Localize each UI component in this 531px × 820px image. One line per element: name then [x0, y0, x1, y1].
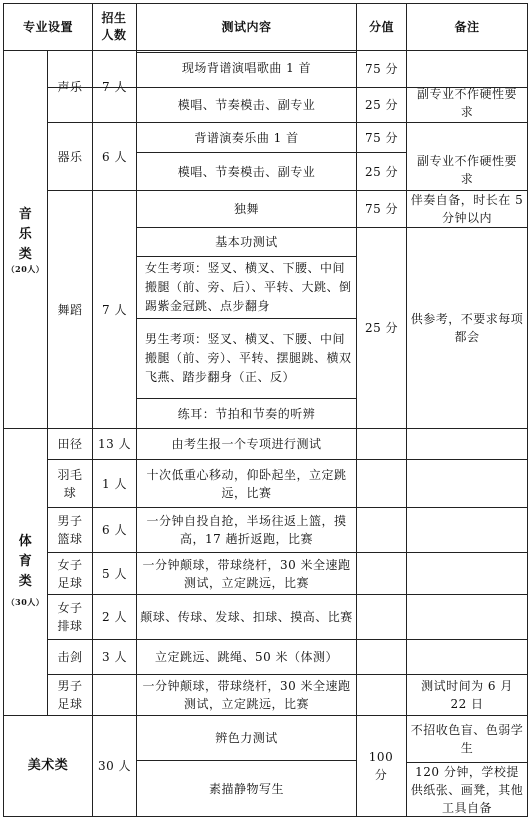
- dance-solo: 独舞: [233, 202, 259, 216]
- sport-name: 男子足球: [57, 679, 83, 711]
- instrument-name: 器乐: [57, 149, 83, 164]
- dance-name: 舞蹈: [57, 302, 83, 317]
- sport-name: 击剑: [57, 650, 83, 664]
- vocal-score-1: 75 分: [364, 62, 399, 76]
- art-item-1: 辨色力测试: [215, 731, 278, 745]
- sport-name: 女子足球: [57, 557, 83, 590]
- dance-female: 女生考项：竖叉、横叉、下腰、中间搬腿（前、旁、后）、平转、大跳、倒踢紫金冠跳、点步翻身: [145, 261, 352, 313]
- sport-quota: 6 人: [102, 523, 127, 537]
- instrument-item-2: 模唱、节奏模击、副专业: [177, 164, 316, 179]
- music-count: （20人）: [6, 264, 45, 274]
- sport-quota: 5 人: [102, 566, 127, 581]
- dance-rest-score: 25 分: [364, 321, 399, 335]
- header-score: 分值: [368, 20, 394, 34]
- sport-content: 由考生报一个专项进行测试: [171, 437, 322, 451]
- music-category-label: 音 乐 类: [18, 207, 33, 262]
- header-quota: 招生人数: [101, 11, 127, 42]
- instrument-score-1: 75 分: [364, 130, 399, 145]
- sport-content: 十次低重心移动，仰卧起坐，立定跳远，比赛: [146, 467, 347, 500]
- sport-content: 立定跳远、跳绳、50 米（体测）: [154, 650, 339, 664]
- dance-solo-note: 伴奏自备，时长在 5 分钟以内: [410, 193, 524, 225]
- instrument-quota: 6 人: [102, 149, 127, 164]
- sport-content: 一分钟颠球，带球绕杆，30 米全速跑测试，立定跳远，比赛: [142, 557, 351, 590]
- sport-name: 田径: [57, 437, 83, 451]
- sport-name: 羽毛球: [57, 467, 83, 500]
- art-item-2: 素描静物写生: [208, 781, 284, 796]
- art-note-1: 不招收色盲、色弱学生: [410, 723, 524, 755]
- sports-category-label: 体 育 类: [18, 534, 33, 589]
- vocal-score-2: 25 分: [364, 98, 399, 112]
- dance-ear: 练耳：节拍和节奏的听辨: [177, 406, 316, 421]
- instrument-item-1: 背谱演奏乐曲 1 首: [194, 130, 299, 145]
- sports-count: （30人）: [6, 597, 45, 607]
- sport-note: 测试时间为 6 月 22 日: [421, 679, 513, 711]
- header-notes: 备注: [454, 20, 480, 34]
- dance-basic: 基本功测试: [215, 235, 278, 249]
- art-score: 100 分: [368, 750, 394, 782]
- sport-quota: 3 人: [102, 650, 127, 664]
- sport-quota: 13 人: [97, 437, 132, 451]
- header-content: 测试内容: [221, 20, 272, 34]
- sport-name: 女子排球: [57, 601, 83, 633]
- vocal-item-1: 现场背谱演唱歌曲 1 首: [181, 61, 312, 75]
- vocal-quota: 7 人: [102, 79, 127, 94]
- instrument-score-2: 25 分: [364, 164, 399, 179]
- vocal-name: 声乐: [57, 79, 83, 94]
- sport-quota: 2 人: [102, 610, 127, 624]
- instrument-note: 副专业不作硬性要求: [416, 154, 517, 186]
- art-quota: 30 人: [97, 759, 132, 773]
- vocal-item-2: 模唱、节奏模击、副专业: [177, 98, 316, 112]
- dance-solo-score: 75 分: [364, 202, 399, 216]
- sport-quota: [93, 675, 136, 715]
- art-note-2: 120 分钟，学校提供纸张、画凳，其他工具自备: [410, 764, 524, 815]
- dance-rest-note: 供参考，不要求每项都会: [410, 312, 524, 344]
- sport-content: 颠球、传球、发球、扣球、摸高、比赛: [140, 610, 353, 624]
- vocal-note: 副专业不作硬性要求: [416, 87, 517, 119]
- sport-name: 男子篮球: [57, 514, 83, 546]
- sport-content: 一分钟颠球，带球绕杆，30 米全速跑测试，立定跳远，比赛: [142, 679, 351, 711]
- sport-content: 一分钟自投自抢，半场往返上篮，摸高，17 趟折返跑，比赛: [146, 514, 347, 546]
- header-major: 专业设置: [22, 20, 73, 34]
- art-category-label: 美术类: [27, 758, 69, 773]
- dance-male: 男生考项：竖叉、横叉、下腰、中间搬腿（前、旁）、平转、摆腿跳、横双飞燕、踏步翻身（正、反）: [145, 332, 352, 384]
- sport-quota: 1 人: [102, 476, 127, 491]
- dance-quota: 7 人: [102, 302, 127, 317]
